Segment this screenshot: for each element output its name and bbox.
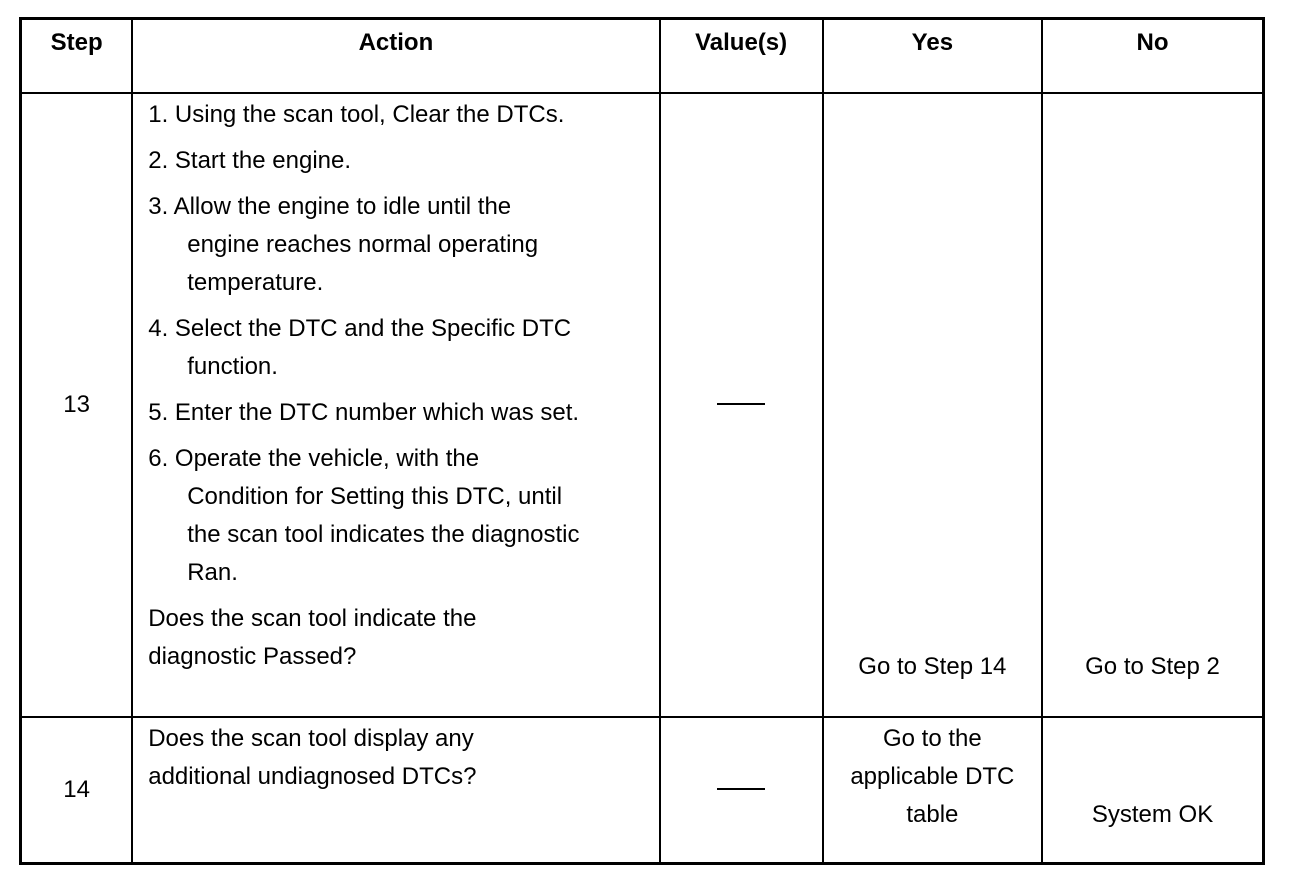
action-text: 6. Operate the vehicle, with the — [148, 445, 480, 472]
action-item-5 — [148, 394, 644, 432]
action-text: 3. Allow the engine to idle until the — [148, 193, 512, 220]
step-number: 13 — [21, 93, 133, 717]
action-item-3 — [148, 188, 644, 302]
action-text-continued: engine reaches normal operating — [187, 231, 539, 258]
table-row-step-13 — [21, 93, 1264, 717]
header-yes: Yes — [823, 19, 1042, 94]
step-number: 14 — [21, 717, 133, 864]
value-dash — [717, 403, 765, 405]
action-text-continued: Ran. — [187, 559, 238, 586]
question-line: Does the scan tool indicate the — [148, 605, 477, 632]
header-action: Action — [132, 19, 659, 94]
action-question — [148, 600, 644, 676]
action-text: 2. Start the engine. — [148, 147, 352, 174]
action-text-continued: function. — [187, 353, 278, 380]
action-item-1 — [148, 96, 644, 134]
table-row-step-14 — [21, 717, 1264, 864]
action-text: 1. Using the scan tool, Clear the DTCs. — [148, 101, 565, 128]
no-result: System OK — [1091, 801, 1214, 828]
yes-result-line: Go to the — [882, 725, 982, 752]
no-cell — [1042, 717, 1263, 864]
action-item-2 — [148, 142, 644, 180]
no-cell — [1042, 93, 1263, 717]
diagnostic-table — [19, 17, 1265, 865]
action-item-6 — [148, 440, 644, 592]
header-no: No — [1042, 19, 1263, 94]
yes-cell — [823, 717, 1042, 864]
no-result: Go to Step 2 — [1085, 653, 1220, 680]
value-cell — [660, 717, 823, 864]
header-values: Value(s) — [660, 19, 823, 94]
yes-result-line: table — [906, 801, 959, 828]
action-text: 4. Select the DTC and the Specific DTC — [148, 315, 572, 342]
value-cell — [660, 93, 823, 717]
action-text-continued: Condition for Setting this DTC, until — [187, 483, 563, 510]
action-text-continued: temperature. — [187, 269, 324, 296]
action-cell — [132, 717, 659, 864]
yes-result: Go to Step 14 — [858, 653, 1007, 680]
action-text-continued: the scan tool indicates the diagnostic — [187, 521, 580, 548]
action-item-4 — [148, 310, 644, 386]
yes-cell — [823, 93, 1042, 717]
action-cell — [132, 93, 659, 717]
yes-result-line: applicable DTC — [850, 763, 1015, 790]
question-line: Does the scan tool display any — [148, 725, 474, 752]
question-line: additional undiagnosed DTCs? — [148, 763, 477, 790]
action-text: 5. Enter the DTC number which was set. — [148, 399, 580, 426]
header-step: Step — [21, 19, 133, 94]
header-row — [21, 19, 1264, 94]
value-dash — [717, 788, 765, 790]
question-line: diagnostic Passed? — [148, 643, 357, 670]
